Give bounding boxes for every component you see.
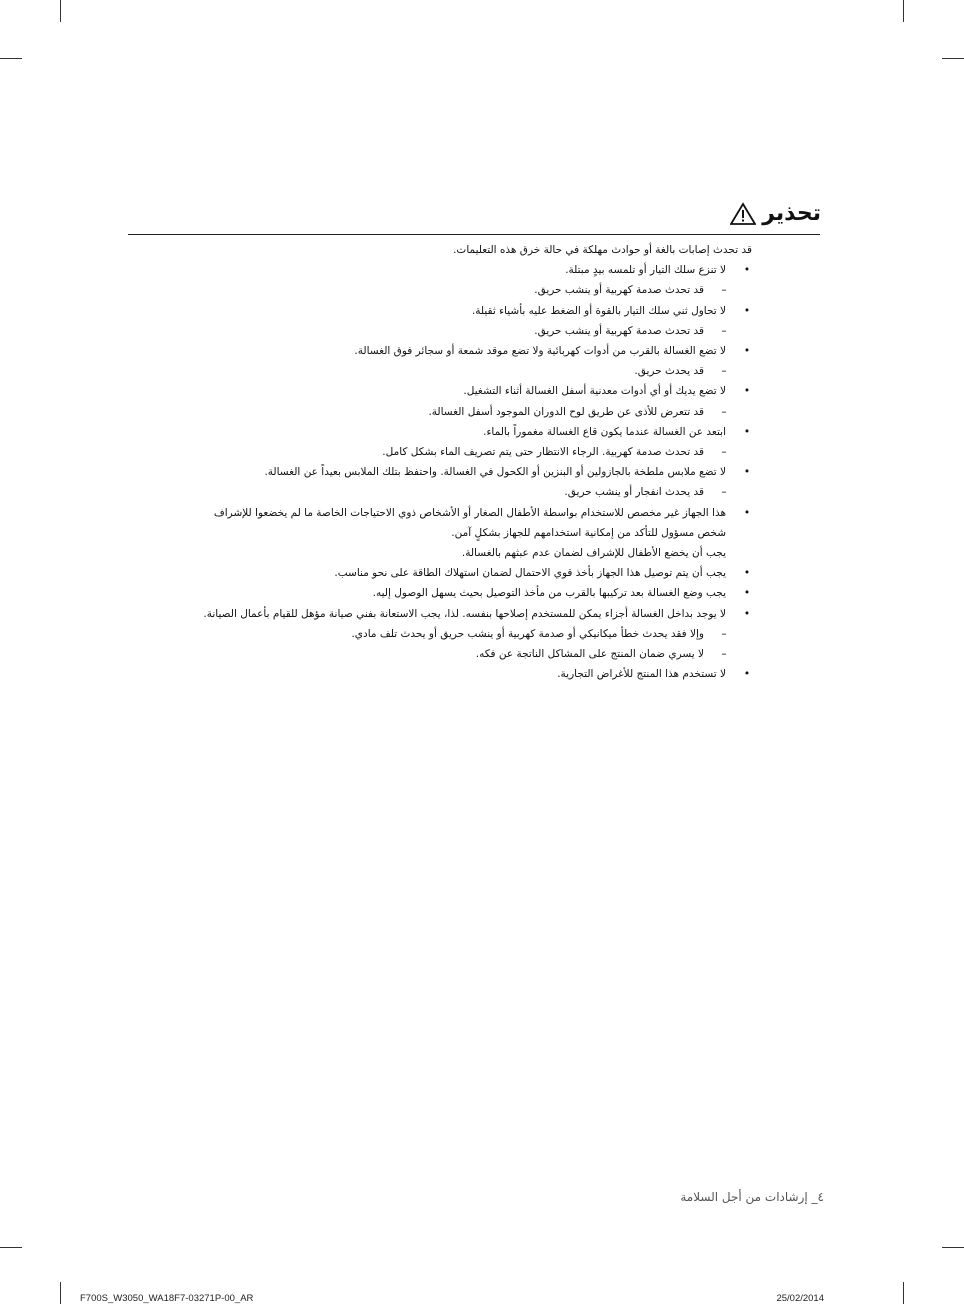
dash-marker: – xyxy=(721,486,727,499)
dash-item xyxy=(128,321,752,341)
line-text: قد تتعرض للأذى عن طريق لوح الدوران الموجود أسفل الغسالة. xyxy=(428,405,704,418)
line-text: يجب أن يتم توصيل هذا الجهاز بأخذ قوي الاحتمال لضمان استهلاك الطاقة على نحو مناسب. xyxy=(334,567,726,580)
document-date: 25/02/2014 xyxy=(776,1293,824,1304)
line-text: قد تحدث إصابات بالغة أو حوادث مهلكة في حالة خرق هذه التعليمات. xyxy=(453,244,752,256)
dash-item xyxy=(128,361,752,381)
bullet-item xyxy=(128,422,752,442)
bullet-continuation xyxy=(128,523,752,543)
crop-mark-top-left-h xyxy=(0,58,22,59)
heading-divider xyxy=(128,234,820,235)
bullet-item xyxy=(128,563,752,583)
bullet-marker: • xyxy=(743,607,751,620)
line-text: لا تنزع سلك التيار أو تلمسه بيدٍ مبتلة. xyxy=(565,264,726,277)
line-text: قد يحدث انفجار أو ينشب حريق. xyxy=(564,486,704,499)
dash-marker: – xyxy=(721,405,727,418)
intro-text xyxy=(128,240,752,260)
section-heading xyxy=(730,201,821,226)
bullet-item xyxy=(128,664,752,684)
crop-mark-top-right-h xyxy=(942,58,964,59)
heading-title: تحذير xyxy=(762,201,821,226)
bullet-marker: • xyxy=(743,304,751,317)
crop-mark-bottom-left-h xyxy=(0,1247,22,1248)
dash-item xyxy=(128,280,752,300)
bullet-item xyxy=(128,301,752,321)
line-text: لا يوجد بداخل الغسالة أجزاء يمكن للمستخدم إصلاحها بنفسه. لذا، يجب الاستعانة بفني صيانة مؤهل للقيام بأعمال الصيانة. xyxy=(203,607,726,620)
bullet-marker: • xyxy=(743,385,751,398)
dash-item xyxy=(128,482,752,502)
dash-item xyxy=(128,624,752,644)
bullet-marker: • xyxy=(743,345,751,358)
page-footer-label: ٤_ إرشادات من أجل السلامة xyxy=(680,1190,824,1204)
line-text: لا تضع يديك أو أي أدوات معدنية أسفل الغسالة أثناء التشغيل. xyxy=(463,385,726,398)
line-text: لا تضع الغسالة بالقرب من أدوات كهربائية ولا تضع موقد شمعة أو سجائر فوق الغسالة. xyxy=(354,345,726,358)
bullet-item xyxy=(128,260,752,280)
bullet-marker: • xyxy=(743,506,751,519)
line-text: لا تضع ملابس ملطخة بالجازولين أو البنزين أو الكحول في الغسالة. واحتفظ بتلك الملابس بعيداً عن الغسالة. xyxy=(264,466,726,479)
crop-mark-bottom-right-h xyxy=(942,1247,964,1248)
crop-mark-top-left xyxy=(60,0,61,22)
dash-marker: – xyxy=(721,446,727,459)
bullet-marker: • xyxy=(743,668,751,681)
dash-marker: – xyxy=(721,284,727,297)
dash-item xyxy=(128,442,752,462)
line-text: ابتعد عن الغسالة عندما يكون قاع الغسالة مغموراً بالماء. xyxy=(483,425,726,438)
line-text: قد يحدث حريق. xyxy=(634,365,704,378)
dash-item xyxy=(128,402,752,422)
line-text: يجب أن يخضع الأطفال للإشراف لضمان عدم عبثهم بالغسالة. xyxy=(461,547,726,560)
line-text: لا تحاول ثني سلك التيار بالقوة أو الضغط عليه بأشياء ثقيلة. xyxy=(471,304,726,317)
line-text: يجب وضع الغسالة بعد تركيبها بالقرب من مأخذ التوصيل بحيث يسهل الوصول إليه. xyxy=(372,587,726,600)
crop-mark-bottom-left xyxy=(60,1282,61,1304)
bullet-item xyxy=(128,583,752,603)
bullet-item xyxy=(128,462,752,482)
bullet-marker: • xyxy=(743,587,751,600)
bullet-marker: • xyxy=(743,264,751,277)
line-text: شخص مسؤول للتأكد من إمكانية استخدامهم للجهاز بشكلٍ آمن. xyxy=(451,526,726,539)
warning-icon xyxy=(730,202,756,226)
crop-mark-bottom-right xyxy=(903,1282,904,1304)
bullet-item xyxy=(128,503,752,523)
line-text: لا يسري ضمان المنتج على المشاكل الناتجة عن فكه. xyxy=(475,648,704,661)
crop-mark-top-right xyxy=(903,0,904,22)
line-text: قد تحدث صدمة كهربية أو ينشب حريق. xyxy=(534,284,704,297)
line-text: وإلا فقد يحدث خطأ ميكانيكي أو صدمة كهربية أو ينشب حريق أو يحدث تلف مادي. xyxy=(351,627,704,640)
dash-marker: – xyxy=(721,365,727,378)
warning-list xyxy=(128,240,752,684)
bullet-item xyxy=(128,381,752,401)
dash-marker: – xyxy=(721,627,727,640)
line-text: قد تحدث صدمة كهربية. الرجاء الانتظار حتى يتم تصريف الماء بشكل كامل. xyxy=(382,446,704,459)
line-text: قد تحدث صدمة كهربية أو ينشب حريق. xyxy=(534,324,704,337)
dash-marker: – xyxy=(721,324,727,337)
bullet-item xyxy=(128,604,752,624)
bullet-marker: • xyxy=(743,466,751,479)
dash-marker: – xyxy=(721,648,727,661)
line-text: هذا الجهاز غير مخصص للاستخدام بواسطة الأطفال الصغار أو الأشخاص ذوي الاحتياجات الخاصة ما لم يخضعوا للإشراف xyxy=(213,506,726,519)
line-text: لا تستخدم هذا المنتج للأغراض التجارية. xyxy=(557,668,726,681)
dash-item xyxy=(128,644,752,664)
document-code: F700S_W3050_WA18F7-03271P-00_AR xyxy=(80,1293,254,1304)
bullet-marker: • xyxy=(743,425,751,438)
bullet-item xyxy=(128,341,752,361)
bullet-continuation xyxy=(128,543,752,563)
bullet-marker: • xyxy=(743,567,751,580)
